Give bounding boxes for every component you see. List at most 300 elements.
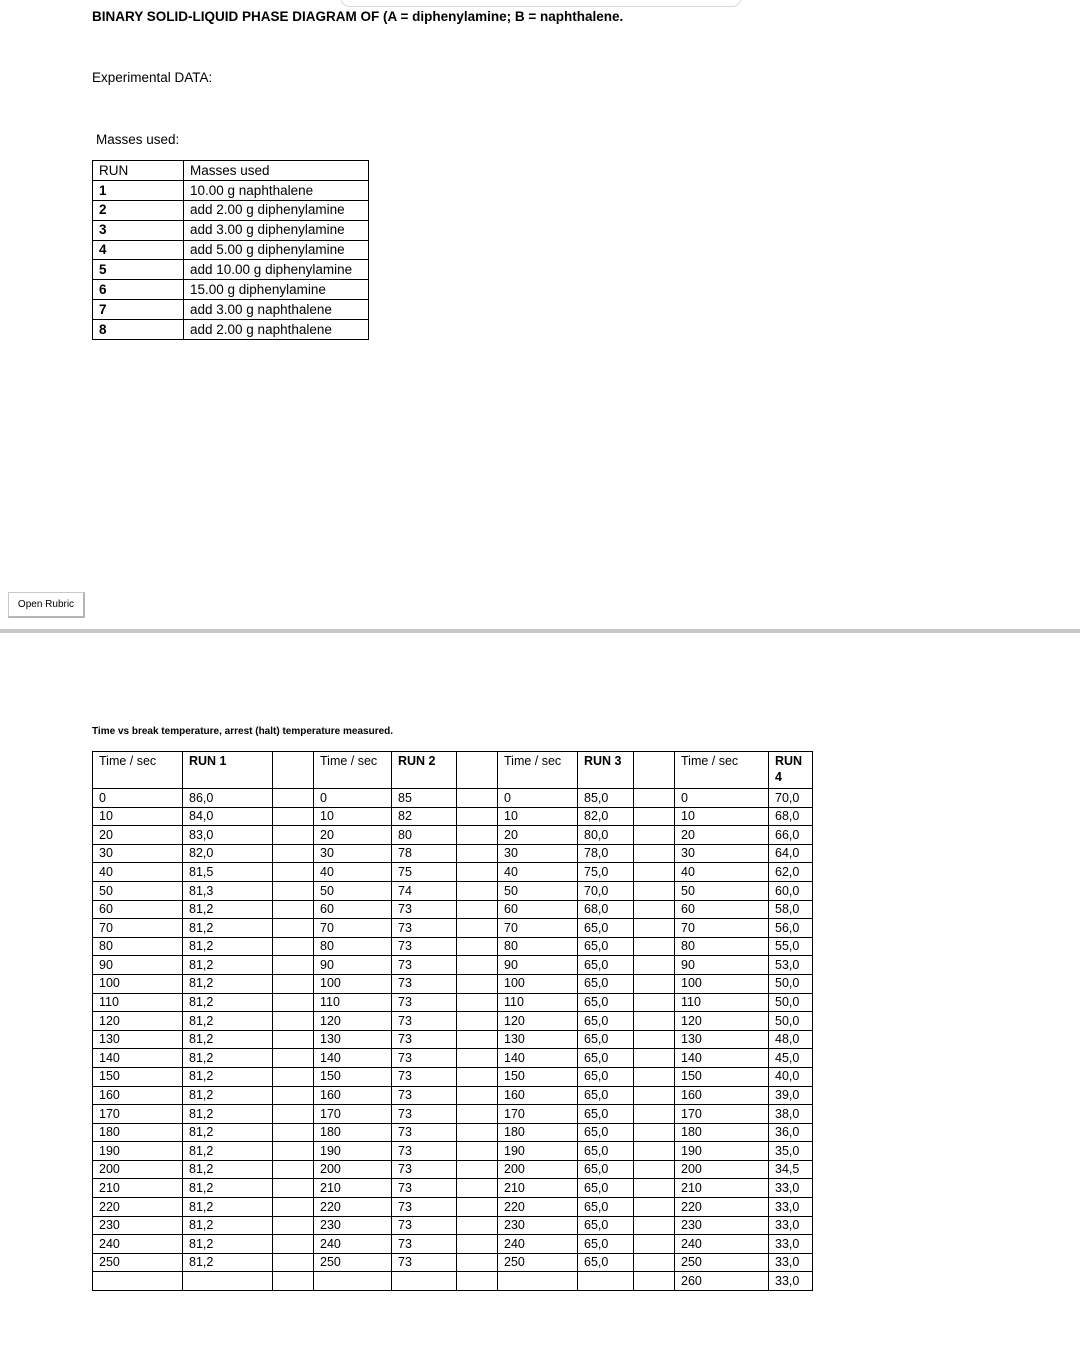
time-cell: 150 <box>498 1067 578 1086</box>
temperature-cell: 81,2 <box>183 937 273 956</box>
temperature-cell: 81,2 <box>183 1086 273 1105</box>
blank-cell <box>634 1160 675 1179</box>
time-cell: 230 <box>314 1216 392 1235</box>
data-header-cell: Time / sec <box>314 752 392 789</box>
time-cell: 0 <box>675 789 769 808</box>
time-cell: 60 <box>675 900 769 919</box>
time-cell: 220 <box>498 1198 578 1217</box>
data-header-cell <box>457 752 498 789</box>
masses-table-row <box>93 260 369 280</box>
blank-cell <box>273 919 314 938</box>
blank-cell <box>457 1272 498 1291</box>
time-cell: 30 <box>675 844 769 863</box>
blank-cell <box>457 1253 498 1272</box>
blank-cell <box>273 1049 314 1068</box>
temperature-cell: 86,0 <box>183 789 273 808</box>
temperature-cell: 65,0 <box>578 1160 634 1179</box>
temperature-cell: 73 <box>392 956 457 975</box>
blank-cell <box>457 1198 498 1217</box>
temperature-cell: 50,0 <box>769 993 813 1012</box>
blank-cell <box>273 1105 314 1124</box>
blank-cell <box>634 807 675 826</box>
masses-table-row <box>93 280 369 300</box>
time-cell: 170 <box>314 1105 392 1124</box>
temperature-cell: 83,0 <box>183 826 273 845</box>
time-cell: 10 <box>498 807 578 826</box>
blank-cell <box>457 956 498 975</box>
time-cell: 60 <box>314 900 392 919</box>
data-header-cell: RUN 4 <box>769 752 813 789</box>
blank-cell <box>457 900 498 919</box>
blank-cell <box>634 1086 675 1105</box>
temperature-cell: 82,0 <box>183 844 273 863</box>
temperature-cell: 65,0 <box>578 993 634 1012</box>
mass-cell: add 3.00 g diphenylamine <box>184 220 369 240</box>
blank-cell <box>634 1179 675 1198</box>
temperature-cell: 65,0 <box>578 974 634 993</box>
blank-cell <box>634 937 675 956</box>
time-cell: 250 <box>498 1253 578 1272</box>
blank-cell <box>634 956 675 975</box>
time-cell: 130 <box>498 1030 578 1049</box>
temperature-cell: 73 <box>392 1216 457 1235</box>
temperature-cell: 73 <box>392 919 457 938</box>
blank-cell <box>273 1067 314 1086</box>
temperature-cell: 78 <box>392 844 457 863</box>
temperature-cell: 81,2 <box>183 1253 273 1272</box>
blank-cell <box>634 1123 675 1142</box>
temperature-cell: 81,2 <box>183 1105 273 1124</box>
blank-cell <box>273 789 314 808</box>
time-cell: 200 <box>675 1160 769 1179</box>
blank-cell <box>457 863 498 882</box>
blank-cell <box>273 881 314 900</box>
time-cell: 10 <box>675 807 769 826</box>
time-cell: 10 <box>93 807 183 826</box>
temperature-cell: 73 <box>392 1049 457 1068</box>
temperature-cell: 82,0 <box>578 807 634 826</box>
time-cell: 190 <box>498 1142 578 1161</box>
masses-table-row <box>93 200 369 220</box>
temperature-cell: 45,0 <box>769 1049 813 1068</box>
temperature-cell: 70,0 <box>769 789 813 808</box>
time-cell: 120 <box>675 1012 769 1031</box>
time-cell: 180 <box>675 1123 769 1142</box>
time-cell: 160 <box>675 1086 769 1105</box>
temperature-cell: 62,0 <box>769 863 813 882</box>
blank-cell <box>273 974 314 993</box>
time-cell: 190 <box>314 1142 392 1161</box>
time-cell: 230 <box>498 1216 578 1235</box>
masses-header-cell: RUN <box>93 161 184 181</box>
time-cell: 140 <box>314 1049 392 1068</box>
temperature-cell: 81,2 <box>183 1216 273 1235</box>
time-cell: 90 <box>498 956 578 975</box>
blank-cell <box>273 826 314 845</box>
temperature-cell: 74 <box>392 881 457 900</box>
blank-cell <box>634 1253 675 1272</box>
blank-cell <box>273 844 314 863</box>
time-cell: 0 <box>93 789 183 808</box>
temperature-cell: 81,2 <box>183 1179 273 1198</box>
time-cell: 50 <box>314 881 392 900</box>
temperature-cell: 39,0 <box>769 1086 813 1105</box>
time-cell: 200 <box>314 1160 392 1179</box>
time-cell: 70 <box>675 919 769 938</box>
temperature-cell: 81,2 <box>183 956 273 975</box>
time-cell: 30 <box>93 844 183 863</box>
time-cell: 180 <box>498 1123 578 1142</box>
temperature-cell: 53,0 <box>769 956 813 975</box>
run-number-cell: 7 <box>93 300 184 320</box>
time-cell: 130 <box>314 1030 392 1049</box>
time-cell: 140 <box>675 1049 769 1068</box>
data-table-row <box>93 1086 813 1105</box>
time-cell: 190 <box>675 1142 769 1161</box>
temperature-cell: 33,0 <box>769 1272 813 1291</box>
time-cell: 0 <box>314 789 392 808</box>
temperature-cell: 48,0 <box>769 1030 813 1049</box>
blank-cell <box>457 826 498 845</box>
masses-used-label: Masses used: <box>96 132 180 147</box>
time-cell: 0 <box>498 789 578 808</box>
temperature-cell: 60,0 <box>769 881 813 900</box>
data-table-row <box>93 1067 813 1086</box>
mass-cell: add 2.00 g diphenylamine <box>184 200 369 220</box>
temperature-cell: 50,0 <box>769 1012 813 1031</box>
time-cell: 190 <box>93 1142 183 1161</box>
time-cell: 230 <box>675 1216 769 1235</box>
time-cell: 240 <box>498 1235 578 1254</box>
data-table-row <box>93 1105 813 1124</box>
temperature-cell: 65,0 <box>578 937 634 956</box>
temperature-cell: 65,0 <box>578 1235 634 1254</box>
temperature-cell <box>183 1272 273 1291</box>
temperature-cell: 73 <box>392 1160 457 1179</box>
time-cell: 230 <box>93 1216 183 1235</box>
time-cell: 140 <box>93 1049 183 1068</box>
temperature-cell: 73 <box>392 1253 457 1272</box>
temperature-cell: 33,0 <box>769 1179 813 1198</box>
temperature-cell: 34,5 <box>769 1160 813 1179</box>
data-header-cell <box>273 752 314 789</box>
time-cell: 120 <box>93 1012 183 1031</box>
temperature-cell: 81,2 <box>183 1030 273 1049</box>
temperature-cell: 68,0 <box>578 900 634 919</box>
temperature-cell: 81,2 <box>183 1049 273 1068</box>
blank-cell <box>457 1235 498 1254</box>
time-cell: 20 <box>675 826 769 845</box>
temperature-cell: 36,0 <box>769 1123 813 1142</box>
open-rubric-button[interactable]: Open Rubric <box>8 592 85 618</box>
temperature-cell: 73 <box>392 974 457 993</box>
temperature-cell: 73 <box>392 1067 457 1086</box>
blank-cell <box>457 1105 498 1124</box>
time-cell: 100 <box>498 974 578 993</box>
time-cell: 160 <box>314 1086 392 1105</box>
time-temperature-table <box>92 751 813 1291</box>
run-number-cell: 8 <box>93 320 184 340</box>
temperature-cell: 33,0 <box>769 1253 813 1272</box>
run-number-cell: 1 <box>93 180 184 200</box>
temperature-cell: 81,2 <box>183 1067 273 1086</box>
blank-cell <box>634 1142 675 1161</box>
blank-cell <box>634 993 675 1012</box>
time-cell: 210 <box>498 1179 578 1198</box>
data-table-row <box>93 919 813 938</box>
time-cell: 100 <box>675 974 769 993</box>
time-cell: 150 <box>675 1067 769 1086</box>
time-cell: 110 <box>314 993 392 1012</box>
blank-cell <box>273 937 314 956</box>
temperature-cell: 73 <box>392 1086 457 1105</box>
page-title: BINARY SOLID-LIQUID PHASE DIAGRAM OF (A = diphenylamine; B = naphthalene. <box>92 9 624 24</box>
data-table-row <box>93 1160 813 1179</box>
blank-cell <box>634 919 675 938</box>
blank-cell <box>273 1012 314 1031</box>
masses-table <box>92 160 369 340</box>
blank-cell <box>273 1160 314 1179</box>
data-table-row <box>93 826 813 845</box>
temperature-cell: 33,0 <box>769 1216 813 1235</box>
mass-cell: add 10.00 g diphenylamine <box>184 260 369 280</box>
time-cell: 160 <box>93 1086 183 1105</box>
temperature-cell: 73 <box>392 937 457 956</box>
blank-cell <box>273 1179 314 1198</box>
blank-cell <box>634 1216 675 1235</box>
temperature-cell: 73 <box>392 1142 457 1161</box>
data-table-row <box>93 789 813 808</box>
temperature-cell: 73 <box>392 1105 457 1124</box>
data-table-row <box>93 1142 813 1161</box>
temperature-cell: 58,0 <box>769 900 813 919</box>
masses-table-row <box>93 300 369 320</box>
masses-table-row <box>93 320 369 340</box>
temperature-cell: 65,0 <box>578 1179 634 1198</box>
time-cell: 90 <box>314 956 392 975</box>
time-cell: 10 <box>314 807 392 826</box>
data-table-row <box>93 1123 813 1142</box>
blank-cell <box>273 1030 314 1049</box>
time-cell: 40 <box>93 863 183 882</box>
masses-table-row <box>93 180 369 200</box>
data-table-row <box>93 1179 813 1198</box>
temperature-cell: 81,2 <box>183 1235 273 1254</box>
temperature-cell: 81,2 <box>183 919 273 938</box>
blank-cell <box>634 1105 675 1124</box>
blank-cell <box>634 1049 675 1068</box>
time-cell: 130 <box>675 1030 769 1049</box>
data-header-cell: RUN 1 <box>183 752 273 789</box>
time-cell: 40 <box>498 863 578 882</box>
mass-cell: 15.00 g diphenylamine <box>184 280 369 300</box>
run-number-cell: 4 <box>93 240 184 260</box>
temperature-cell: 65,0 <box>578 1253 634 1272</box>
data-table-row <box>93 937 813 956</box>
time-cell: 170 <box>498 1105 578 1124</box>
temperature-cell: 81,2 <box>183 900 273 919</box>
blank-cell <box>634 900 675 919</box>
blank-cell <box>457 881 498 900</box>
temperature-cell: 65,0 <box>578 1142 634 1161</box>
data-table-row <box>93 807 813 826</box>
time-cell: 250 <box>675 1253 769 1272</box>
time-cell <box>93 1272 183 1291</box>
blank-cell <box>273 1086 314 1105</box>
data-table-row <box>93 974 813 993</box>
masses-table-row <box>93 220 369 240</box>
time-cell: 70 <box>93 919 183 938</box>
time-cell: 210 <box>314 1179 392 1198</box>
blank-cell <box>457 1067 498 1086</box>
data-table-row <box>93 993 813 1012</box>
time-cell: 210 <box>93 1179 183 1198</box>
experimental-data-label: Experimental DATA: <box>92 70 213 85</box>
time-cell: 80 <box>675 937 769 956</box>
blank-cell <box>634 1067 675 1086</box>
time-cell: 40 <box>675 863 769 882</box>
time-cell: 150 <box>93 1067 183 1086</box>
temperature-cell: 73 <box>392 1198 457 1217</box>
time-cell: 70 <box>498 919 578 938</box>
masses-table-header <box>93 161 369 181</box>
data-header-cell: RUN 3 <box>578 752 634 789</box>
temperature-cell: 64,0 <box>769 844 813 863</box>
blank-cell <box>273 1253 314 1272</box>
data-table-row <box>93 863 813 882</box>
time-cell: 110 <box>93 993 183 1012</box>
blank-cell <box>273 807 314 826</box>
blank-cell <box>634 844 675 863</box>
data-header-cell <box>634 752 675 789</box>
temperature-cell: 84,0 <box>183 807 273 826</box>
time-cell: 240 <box>675 1235 769 1254</box>
time-cell: 110 <box>498 993 578 1012</box>
temperature-cell: 66,0 <box>769 826 813 845</box>
time-cell: 30 <box>314 844 392 863</box>
blank-cell <box>273 1142 314 1161</box>
data-table-row <box>93 1012 813 1031</box>
temperature-cell: 65,0 <box>578 1030 634 1049</box>
time-cell: 210 <box>675 1179 769 1198</box>
blank-cell <box>273 956 314 975</box>
temperature-cell: 81,2 <box>183 1012 273 1031</box>
time-cell: 70 <box>314 919 392 938</box>
blank-cell <box>634 863 675 882</box>
temperature-cell: 81,2 <box>183 974 273 993</box>
data-table-row <box>93 1272 813 1291</box>
time-cell: 80 <box>498 937 578 956</box>
time-cell: 220 <box>93 1198 183 1217</box>
temperature-cell: 82 <box>392 807 457 826</box>
data-table-row <box>93 1030 813 1049</box>
blank-cell <box>457 1049 498 1068</box>
run-number-cell: 5 <box>93 260 184 280</box>
temperature-cell: 65,0 <box>578 1216 634 1235</box>
blank-cell <box>273 993 314 1012</box>
temperature-cell: 68,0 <box>769 807 813 826</box>
run-number-cell: 3 <box>93 220 184 240</box>
blank-cell <box>273 1198 314 1217</box>
time-cell: 50 <box>675 881 769 900</box>
time-cell: 250 <box>93 1253 183 1272</box>
temperature-cell: 81,2 <box>183 1198 273 1217</box>
temperature-cell: 81,2 <box>183 1123 273 1142</box>
mass-cell: 10.00 g naphthalene <box>184 180 369 200</box>
blank-cell <box>457 1216 498 1235</box>
blank-cell <box>457 937 498 956</box>
temperature-cell: 33,0 <box>769 1198 813 1217</box>
time-cell: 120 <box>498 1012 578 1031</box>
time-cell: 140 <box>498 1049 578 1068</box>
temperature-cell: 70,0 <box>578 881 634 900</box>
temperature-cell: 73 <box>392 1235 457 1254</box>
temperature-cell <box>392 1272 457 1291</box>
mass-cell: add 2.00 g naphthalene <box>184 320 369 340</box>
time-cell: 260 <box>675 1272 769 1291</box>
data-table-header <box>93 752 813 789</box>
data-table-row <box>93 1216 813 1235</box>
blank-cell <box>273 1216 314 1235</box>
time-cell: 180 <box>314 1123 392 1142</box>
temperature-cell: 80 <box>392 826 457 845</box>
mass-cell: add 3.00 g naphthalene <box>184 300 369 320</box>
temperature-cell: 65,0 <box>578 1012 634 1031</box>
time-cell: 80 <box>314 937 392 956</box>
blank-cell <box>457 1160 498 1179</box>
top-tab-edge <box>340 0 742 7</box>
blank-cell <box>634 826 675 845</box>
temperature-cell: 35,0 <box>769 1142 813 1161</box>
time-cell: 50 <box>498 881 578 900</box>
temperature-cell: 40,0 <box>769 1067 813 1086</box>
temperature-cell: 73 <box>392 1030 457 1049</box>
blank-cell <box>634 881 675 900</box>
data-header-cell: Time / sec <box>498 752 578 789</box>
blank-cell <box>634 974 675 993</box>
masses-header-cell: Masses used <box>184 161 369 181</box>
time-cell: 220 <box>314 1198 392 1217</box>
time-cell: 180 <box>93 1123 183 1142</box>
time-cell: 50 <box>93 881 183 900</box>
blank-cell <box>634 1012 675 1031</box>
time-cell: 20 <box>93 826 183 845</box>
temperature-cell: 73 <box>392 900 457 919</box>
blank-cell <box>457 844 498 863</box>
blank-cell <box>457 1123 498 1142</box>
time-cell: 170 <box>93 1105 183 1124</box>
time-cell: 20 <box>314 826 392 845</box>
temperature-cell: 81,2 <box>183 1142 273 1161</box>
data-table-row <box>93 1253 813 1272</box>
blank-cell <box>457 919 498 938</box>
temperature-cell: 73 <box>392 1179 457 1198</box>
temperature-cell: 81,2 <box>183 1160 273 1179</box>
time-cell <box>498 1272 578 1291</box>
time-cell: 60 <box>498 900 578 919</box>
time-cell: 130 <box>93 1030 183 1049</box>
temperature-cell: 38,0 <box>769 1105 813 1124</box>
temperature-cell: 65,0 <box>578 1198 634 1217</box>
blank-cell <box>634 1030 675 1049</box>
blank-cell <box>634 1198 675 1217</box>
blank-cell <box>457 974 498 993</box>
blank-cell <box>634 789 675 808</box>
blank-cell <box>273 900 314 919</box>
time-cell <box>314 1272 392 1291</box>
blank-cell <box>457 993 498 1012</box>
time-cell: 150 <box>314 1067 392 1086</box>
